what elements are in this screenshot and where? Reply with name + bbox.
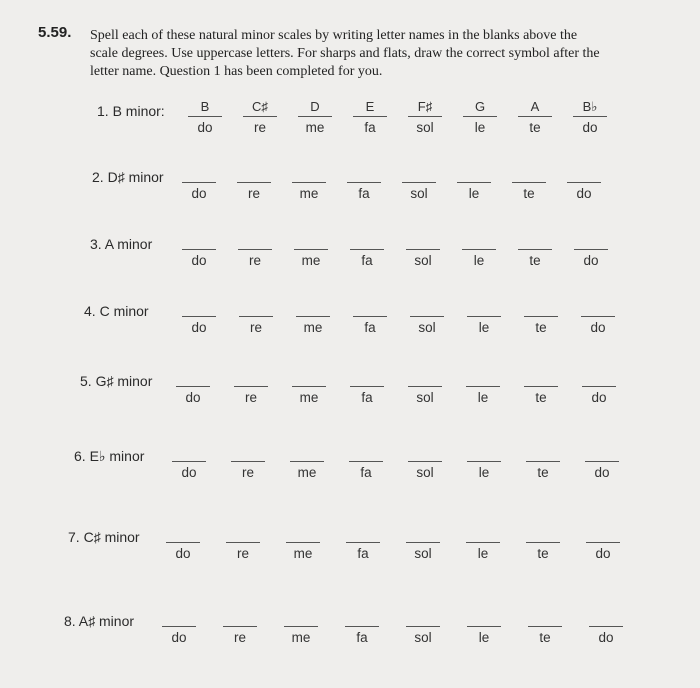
- answer-letter: [218, 524, 268, 541]
- scale-degree-blank[interactable]: [345, 98, 395, 142]
- answer-letter: [573, 298, 623, 315]
- degree-syllable: le: [474, 120, 486, 135]
- answer-blank-line[interactable]: [345, 626, 379, 627]
- scale-degree-blank[interactable]: [339, 164, 389, 208]
- scale-degree-blank[interactable]: [504, 164, 554, 208]
- answer-blank-line[interactable]: [238, 249, 272, 250]
- answer-blank-line[interactable]: [243, 116, 277, 117]
- degree-syllable: do: [175, 546, 191, 561]
- answer-blank-line[interactable]: [239, 316, 273, 317]
- degree-syllable: do: [598, 630, 614, 645]
- answer-blank-line[interactable]: [350, 249, 384, 250]
- answer-letter: [402, 298, 452, 315]
- degree-syllable: fa: [361, 390, 373, 405]
- answer-blank-line[interactable]: [581, 316, 615, 317]
- answer-letter: [337, 608, 387, 625]
- answer-blank-line[interactable]: [406, 542, 440, 543]
- degree-syllable: do: [181, 465, 197, 480]
- scale-degree-blank[interactable]: [223, 443, 273, 487]
- answer-blank-line[interactable]: [466, 542, 500, 543]
- answer-letter: [168, 368, 218, 385]
- answer-letter: [566, 231, 616, 248]
- answer-letter: [518, 524, 568, 541]
- answer-blank-line[interactable]: [406, 249, 440, 250]
- answer-blank-line[interactable]: [182, 249, 216, 250]
- answer-blank-line[interactable]: [292, 182, 326, 183]
- answer-letter: [286, 231, 336, 248]
- instruction-line: Spell each of these natural minor scales by writing letter names in the blanks above the: [90, 28, 578, 43]
- answer-blank-line[interactable]: [524, 386, 558, 387]
- degree-syllable: do: [191, 253, 207, 268]
- scale-label: 2. D♯ minor: [92, 169, 164, 185]
- degree-syllable: me: [301, 253, 321, 268]
- scale-degree-blank[interactable]: [459, 298, 509, 342]
- scale-degree-blank[interactable]: [459, 443, 509, 487]
- answer-letter: [577, 443, 627, 460]
- scale-degree-blank[interactable]: [458, 524, 508, 568]
- scale-degree-blank[interactable]: [400, 98, 450, 142]
- scale-row: [0, 443, 700, 493]
- degree-syllable: le: [477, 390, 489, 405]
- scale-degree-blank[interactable]: [455, 98, 505, 142]
- degree-syllable: sol: [414, 253, 432, 268]
- scale-degree-blank[interactable]: [394, 164, 444, 208]
- answer-letter: [510, 231, 560, 248]
- scale-row: [0, 298, 700, 348]
- scale-degree-blank[interactable]: [398, 231, 448, 275]
- answer-blank-line[interactable]: [526, 542, 560, 543]
- answer-blank-line[interactable]: [188, 116, 222, 117]
- answer-blank-line[interactable]: [298, 116, 332, 117]
- answer-letter: B♭: [582, 99, 598, 114]
- problem-number: 5.59.: [38, 24, 72, 41]
- answer-letter: [226, 368, 276, 385]
- scale-degree-blank[interactable]: [449, 164, 499, 208]
- answer-blank-line[interactable]: [462, 249, 496, 250]
- answer-letter: [516, 368, 566, 385]
- answer-blank-line[interactable]: [237, 182, 271, 183]
- degree-syllable: te: [537, 546, 549, 561]
- scale-degree-blank[interactable]: [516, 298, 566, 342]
- answer-blank-line[interactable]: [408, 116, 442, 117]
- answer-blank-line[interactable]: [353, 116, 387, 117]
- answer-blank-line[interactable]: [567, 182, 601, 183]
- answer-letter: [504, 164, 554, 181]
- scale-degree-blank[interactable]: [282, 443, 332, 487]
- answer-letter: [454, 231, 504, 248]
- degree-syllable: do: [595, 546, 611, 561]
- answer-blank-line[interactable]: [284, 626, 318, 627]
- degree-syllable: fa: [358, 186, 370, 201]
- answer-letter: [229, 164, 279, 181]
- answer-blank-line[interactable]: [467, 461, 501, 462]
- degree-syllable: sol: [416, 120, 434, 135]
- scale-degree-blank[interactable]: [342, 368, 392, 412]
- answer-blank-line[interactable]: [182, 316, 216, 317]
- scale-row: [0, 164, 700, 214]
- scale-degree-blank[interactable]: [581, 608, 631, 652]
- scale-degree-blank[interactable]: [284, 164, 334, 208]
- degree-syllable: do: [583, 253, 599, 268]
- degree-syllable: re: [236, 546, 249, 561]
- degree-syllable: do: [191, 320, 207, 335]
- answer-blank-line[interactable]: [467, 626, 501, 627]
- answer-letter: [458, 368, 508, 385]
- degree-syllable: sol: [418, 320, 436, 335]
- scale-degree-blank[interactable]: [341, 443, 391, 487]
- answer-blank-line[interactable]: [408, 386, 442, 387]
- degree-syllable: le: [478, 465, 490, 480]
- answer-letter: [158, 524, 208, 541]
- answer-letter: [516, 298, 566, 315]
- degree-syllable: me: [291, 630, 311, 645]
- answer-blank-line[interactable]: [346, 542, 380, 543]
- scale-label: 4. C minor: [84, 303, 149, 319]
- scale-degree-blank[interactable]: [338, 524, 388, 568]
- answer-blank-line[interactable]: [286, 542, 320, 543]
- answer-letter: E: [365, 99, 375, 114]
- scale-degree-blank[interactable]: [174, 298, 224, 342]
- answer-blank-line[interactable]: [408, 461, 442, 462]
- degree-syllable: do: [594, 465, 610, 480]
- scale-degree-blank[interactable]: [566, 231, 616, 275]
- scale-degree-blank[interactable]: [174, 164, 224, 208]
- answer-blank-line[interactable]: [296, 316, 330, 317]
- answer-blank-line[interactable]: [350, 386, 384, 387]
- answer-letter: [345, 298, 395, 315]
- degree-syllable: re: [241, 465, 254, 480]
- instruction-line: scale degrees. Use uppercase letters. For sharps and flats, draw the correct symbol after the: [90, 46, 600, 61]
- degree-syllable: re: [247, 186, 260, 201]
- answer-blank-line[interactable]: [457, 182, 491, 183]
- answer-blank-line[interactable]: [223, 626, 257, 627]
- degree-syllable: do: [591, 390, 607, 405]
- scale-degree-blank[interactable]: [510, 98, 560, 142]
- degree-syllable: sol: [414, 630, 432, 645]
- answer-blank-line[interactable]: [347, 182, 381, 183]
- scale-label: 7. C♯ minor: [68, 529, 140, 545]
- answer-blank-line[interactable]: [573, 116, 607, 117]
- answer-letter: [398, 231, 448, 248]
- degree-syllable: do: [191, 186, 207, 201]
- scale-label: 8. A♯ minor: [64, 613, 135, 629]
- scale-degree-blank[interactable]: [559, 164, 609, 208]
- degree-syllable: re: [233, 630, 246, 645]
- scale-degree-blank[interactable]: [400, 368, 450, 412]
- degree-syllable: me: [299, 186, 319, 201]
- scale-degree-blank[interactable]: [229, 164, 279, 208]
- answer-blank-line[interactable]: [406, 626, 440, 627]
- scale-degree-blank[interactable]: [231, 298, 281, 342]
- scale-degree-blank[interactable]: [573, 298, 623, 342]
- scale-degree-blank[interactable]: [574, 368, 624, 412]
- answer-blank-line[interactable]: [574, 249, 608, 250]
- degree-syllable: re: [253, 120, 266, 135]
- answer-blank-line[interactable]: [234, 386, 268, 387]
- degree-syllable: te: [539, 630, 551, 645]
- scale-row: [0, 98, 700, 148]
- answer-letter: [459, 608, 509, 625]
- answer-blank-line[interactable]: [463, 116, 497, 117]
- answer-letter: [459, 298, 509, 315]
- degree-syllable: te: [535, 320, 547, 335]
- answer-letter: [341, 443, 391, 460]
- scale-degree-blank[interactable]: [454, 231, 504, 275]
- degree-syllable: sol: [410, 186, 428, 201]
- answer-letter: [559, 164, 609, 181]
- answer-letter: [449, 164, 499, 181]
- scale-degree-blank[interactable]: [578, 524, 628, 568]
- instruction-line: letter name. Question 1 has been completed for you.: [90, 64, 383, 79]
- scale-degree-blank[interactable]: [400, 443, 450, 487]
- answer-letter: F♯: [417, 99, 433, 114]
- answer-letter: [520, 608, 570, 625]
- answer-blank-line[interactable]: [292, 386, 326, 387]
- scale-degree-blank[interactable]: [284, 368, 334, 412]
- degree-syllable: do: [576, 186, 592, 201]
- scale-degree-blank[interactable]: [342, 231, 392, 275]
- degree-syllable: fa: [360, 465, 372, 480]
- degree-syllable: le: [478, 320, 490, 335]
- scale-degree-blank[interactable]: [459, 608, 509, 652]
- degree-syllable: sol: [416, 390, 434, 405]
- answer-letter: [284, 164, 334, 181]
- answer-blank-line[interactable]: [518, 116, 552, 117]
- degree-syllable: te: [537, 465, 549, 480]
- scale-degree-blank[interactable]: [288, 298, 338, 342]
- scale-degree-blank[interactable]: [278, 524, 328, 568]
- answer-blank-line[interactable]: [524, 316, 558, 317]
- answer-blank-line[interactable]: [585, 461, 619, 462]
- answer-blank-line[interactable]: [466, 386, 500, 387]
- scale-degree-blank[interactable]: [290, 98, 340, 142]
- degree-syllable: me: [297, 465, 317, 480]
- scale-degree-blank[interactable]: [398, 524, 448, 568]
- degree-syllable: me: [293, 546, 313, 561]
- degree-syllable: le: [477, 546, 489, 561]
- answer-blank-line[interactable]: [526, 461, 560, 462]
- answer-letter: [578, 524, 628, 541]
- answer-blank-line[interactable]: [231, 461, 265, 462]
- answer-letter: [174, 231, 224, 248]
- answer-letter: [574, 368, 624, 385]
- answer-blank-line[interactable]: [353, 316, 387, 317]
- instructions: [90, 27, 650, 81]
- answer-blank-line[interactable]: [182, 182, 216, 183]
- answer-blank-line[interactable]: [582, 386, 616, 387]
- answer-letter: D: [310, 99, 320, 114]
- scale-degree-blank[interactable]: [180, 98, 230, 142]
- scale-row: [0, 608, 700, 658]
- answer-letter: [342, 231, 392, 248]
- degree-syllable: te: [529, 120, 541, 135]
- scale-degree-blank[interactable]: [226, 368, 276, 412]
- degree-syllable: do: [582, 120, 598, 135]
- degree-syllable: fa: [357, 546, 369, 561]
- degree-syllable: fa: [364, 320, 376, 335]
- scale-degree-blank[interactable]: [520, 608, 570, 652]
- degree-syllable: fa: [356, 630, 368, 645]
- degree-syllable: do: [197, 120, 213, 135]
- scale-row: [0, 524, 700, 574]
- scale-degree-blank[interactable]: [518, 443, 568, 487]
- scale-degree-blank[interactable]: [276, 608, 326, 652]
- answer-letter: [339, 164, 389, 181]
- degree-syllable: sol: [414, 546, 432, 561]
- answer-letter: [398, 608, 448, 625]
- answer-blank-line[interactable]: [586, 542, 620, 543]
- answer-letter: [278, 524, 328, 541]
- degree-syllable: do: [185, 390, 201, 405]
- answer-letter: [174, 298, 224, 315]
- answer-blank-line[interactable]: [226, 542, 260, 543]
- answer-letter: B: [200, 99, 210, 114]
- answer-letter: C♯: [252, 99, 268, 114]
- scale-degree-blank[interactable]: [235, 98, 285, 142]
- answer-letter: [174, 164, 224, 181]
- answer-letter: [284, 368, 334, 385]
- degree-syllable: me: [303, 320, 323, 335]
- answer-letter: [276, 608, 326, 625]
- scale-degree-blank[interactable]: [154, 608, 204, 652]
- answer-letter: G: [474, 99, 486, 114]
- answer-letter: [518, 443, 568, 460]
- degree-syllable: me: [299, 390, 319, 405]
- scale-degree-blank[interactable]: [215, 608, 265, 652]
- scale-degree-blank[interactable]: [168, 368, 218, 412]
- answer-letter: [231, 298, 281, 315]
- answer-blank-line[interactable]: [589, 626, 623, 627]
- scale-degree-blank[interactable]: [337, 608, 387, 652]
- degree-syllable: re: [249, 320, 262, 335]
- answer-letter: [230, 231, 280, 248]
- answer-blank-line[interactable]: [402, 182, 436, 183]
- answer-blank-line[interactable]: [290, 461, 324, 462]
- answer-blank-line[interactable]: [467, 316, 501, 317]
- answer-letter: [394, 164, 444, 181]
- scale-degree-blank[interactable]: [565, 98, 615, 142]
- answer-letter: [400, 368, 450, 385]
- degree-syllable: re: [248, 253, 261, 268]
- answer-letter: [342, 368, 392, 385]
- answer-blank-line[interactable]: [172, 461, 206, 462]
- degree-syllable: le: [478, 630, 490, 645]
- answer-letter: [459, 443, 509, 460]
- answer-blank-line[interactable]: [162, 626, 196, 627]
- degree-syllable: te: [535, 390, 547, 405]
- degree-syllable: sol: [416, 465, 434, 480]
- degree-syllable: te: [523, 186, 535, 201]
- scale-degree-blank[interactable]: [158, 524, 208, 568]
- degree-syllable: te: [529, 253, 541, 268]
- answer-blank-line[interactable]: [294, 249, 328, 250]
- degree-syllable: re: [244, 390, 257, 405]
- answer-letter: A: [530, 99, 540, 114]
- scale-row: [0, 231, 700, 281]
- scale-degree-blank[interactable]: [345, 298, 395, 342]
- degree-syllable: me: [305, 120, 325, 135]
- scale-degree-blank[interactable]: [516, 368, 566, 412]
- answer-letter: [398, 524, 448, 541]
- answer-letter: [164, 443, 214, 460]
- scale-degree-blank[interactable]: [510, 231, 560, 275]
- scale-degree-blank[interactable]: [164, 443, 214, 487]
- answer-letter: [458, 524, 508, 541]
- scale-degree-blank[interactable]: [577, 443, 627, 487]
- scale-degree-blank[interactable]: [402, 298, 452, 342]
- answer-blank-line[interactable]: [166, 542, 200, 543]
- scale-degree-blank[interactable]: [174, 231, 224, 275]
- scale-degree-blank[interactable]: [458, 368, 508, 412]
- answer-blank-line[interactable]: [512, 182, 546, 183]
- answer-letter: [338, 524, 388, 541]
- answer-letter: [215, 608, 265, 625]
- scale-degree-blank[interactable]: [398, 608, 448, 652]
- degree-syllable: do: [590, 320, 606, 335]
- answer-letter: [154, 608, 204, 625]
- scale-row: [0, 368, 700, 418]
- answer-letter: [282, 443, 332, 460]
- scale-degree-blank[interactable]: [518, 524, 568, 568]
- degree-syllable: fa: [361, 253, 373, 268]
- degree-syllable: le: [473, 253, 485, 268]
- answer-letter: [581, 608, 631, 625]
- degree-syllable: le: [468, 186, 480, 201]
- degree-syllable: do: [171, 630, 187, 645]
- scale-label: 6. E♭ minor: [74, 448, 145, 464]
- answer-letter: [223, 443, 273, 460]
- answer-blank-line[interactable]: [176, 386, 210, 387]
- answer-blank-line[interactable]: [410, 316, 444, 317]
- answer-letter: [400, 443, 450, 460]
- answer-blank-line[interactable]: [528, 626, 562, 627]
- scale-label: 5. G♯ minor: [80, 373, 153, 389]
- scale-degree-blank[interactable]: [230, 231, 280, 275]
- answer-blank-line[interactable]: [518, 249, 552, 250]
- answer-blank-line[interactable]: [349, 461, 383, 462]
- scale-degree-blank[interactable]: [286, 231, 336, 275]
- answer-letter: [288, 298, 338, 315]
- degree-syllable: fa: [364, 120, 376, 135]
- scale-degree-blank[interactable]: [218, 524, 268, 568]
- scale-label: 3. A minor: [90, 236, 153, 252]
- scale-label: 1. B minor:: [97, 103, 165, 119]
